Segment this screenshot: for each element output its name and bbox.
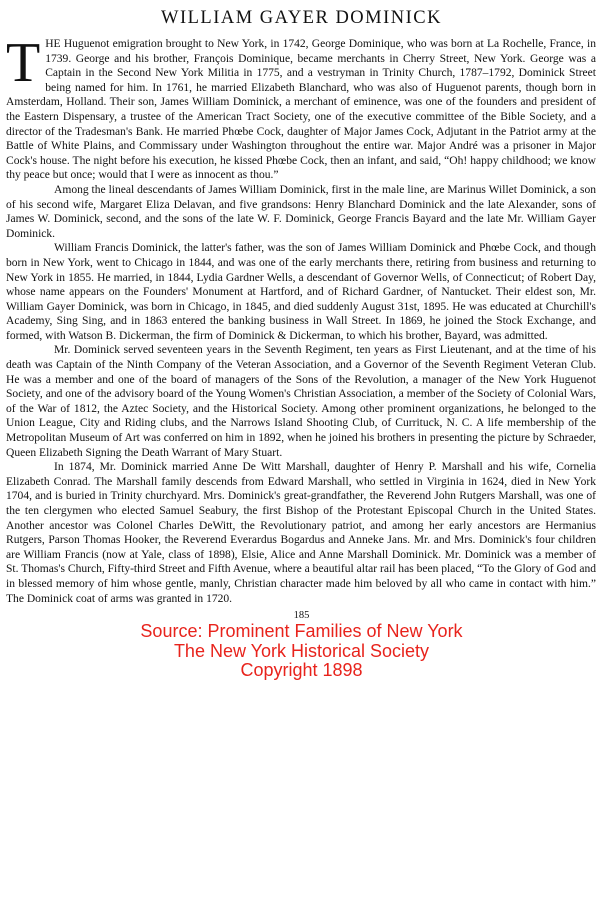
paragraph-5: In 1874, Mr. Dominick married Anne De Witt Marshall, daughter of Henry P. Marshall and his wife, Cornelia Elizabeth Conrad. The Marshall family descends from Edward Marshall, who settled in Virginia in 1624, died in New York 1704, and is buried in Trinity churchyard. Mrs. Dominick's great-grandfather, the Reverend John Rutgers Marshall, was one of the ten clergymen who elected Samuel Seabury, the first Bishop of the Protestant Episcopal Church in the United States. Another ancestor was Colonel Charles DeWitt, the Revolutionary patriot, and among her early ancestors are Hermanius Rutgers, Parson Thomas Hooker, the Reverend Everardus Bogardus and Anneke Jans. Mr. and Mrs. Dominick's four children are William Francis (now at Yale, class of 1898), Elsie, Alice and Anne Marshall Dominick. Mr. Dominick was a member of St. Thomas's Church, Fifty-third Street and Fifth Avenue, where a beautiful altar rail has been placed, “To the Glory of God and in blessed memory of him whose gentle, manly, Christian character made him beloved by all who came in contact with him.” The Dominick coat of arms was granted in 1720.	[6, 461, 596, 605]
source-line: Copyright 1898	[240, 660, 363, 681]
paragraph-3: William Francis Dominick, the latter's father, was the son of James William Dominick and Phœbe Cock, and though born in New York, went to Chicago in 1844, and was one of the early merchants there, retiring from business and returning to New York in 1855. He married, in 1844, Lydia Gardner Wells, a descendant of Governor Wells, of Connecticut; of Robert Day, whose name appears on the Founders' Monument at Hartford, and of Richard Gardner, of Nantucket. Their eldest son, Mr. William Gayer Dominick, was born in Chicago, in 1845, and died suddenly August 31st, 1895. He was educated at Churchill's Academy, Sing Sing, and in 1863 entered the banking business in Wall Street. In 1869, he joined the Stock Exchange, and formed, with Watson B. Dickerman, the firm of Dominick & Dickerman, to which his brother, Bayard, was admitted.	[6, 242, 596, 342]
page-title: WILLIAM GAYER DOMINICK	[160, 8, 442, 28]
document-page	[0, 7, 603, 912]
drop-cap: T	[6, 32, 41, 94]
source-line: The New York Historical Society	[173, 640, 430, 661]
source-caption	[4, 622, 599, 681]
page-number: 185	[293, 610, 310, 622]
paragraph-1-text: HE Huguenot emigration brought to New York, in 1742, George Dominique, who was born at La Rochelle, France, in 1739. George and his brother, François Dominique, became merchants in Cherry Street, New York. George was a Captain in the Second New York Militia in 1775, and a vestryman in Trinity Church, 1787–1792, Dominick Street being named for him. In 1761, he married Elizabeth Blanchard, who was also of Huguenot parents, though born in Amsterdam, Holland. Their son, James William Dominick, a merchant of eminence, was one of the founders and president of the Eastern Dispensary, a trustee of the American Tract Society, one of the executive committee of the Bible Society, and a director of the Tradesman's Bank. He married Phœbe Cock, daughter of Major James Cock, Adjutant in the Patriot army at the Battle of White Plains, and Commissary under Washington throughout the entire war. Major André was a prisoner in Major Cock's house. The night before his execution, he kissed Phœbe Cock, then an infant, and said, “Oh! happy childhood; we know thy peace but once; would that I were as innocent as thou.”	[6, 38, 596, 182]
paragraph-1	[6, 32, 596, 183]
paragraph-4: Mr. Dominick served seventeen years in the Seventh Regiment, ten years as First Lieutenant, and at the time of his death was Captain of the Ninth Company of the Veteran Association, and a Governor of the Seventh Regiment Veteran Club. He was a member and one of the board of managers of the Sons of the Revolution, a manager of the New York Huguenot Society, and one of the advisory board of the Young Women's Christian Association, a member of the Society of Colonial Wars, of the War of 1812, the Aztec Society, and the Historical Society. Among other prominent organizations, he belonged to the Union League, City and Riding clubs, and the Narrows Island Shooting Club, of Currituck, N. C. A life membership of the Metropolitan Museum of Art was conferred on him in 1892, when he joined his brothers in presenting the picture by Schraeder, Queen Elizabeth Signing the Death Warrant of Mary Stuart.	[6, 344, 596, 459]
paragraph-2: Among the lineal descendants of James William Dominick, first in the male line, are Marinus Willet Dominick, a son of his second wife, Margaret Eliza Delavan, and five grandsons: Henry Blanchard Dominick and the late Alexander, sons of James W. Dominick, second, and the sons of the late W. F. Dominick, George Francis Bayard and the late Mr. William Gayer Dominick.	[6, 183, 596, 240]
article-body	[6, 32, 596, 606]
source-line: Source: Prominent Families of New York	[140, 621, 463, 642]
